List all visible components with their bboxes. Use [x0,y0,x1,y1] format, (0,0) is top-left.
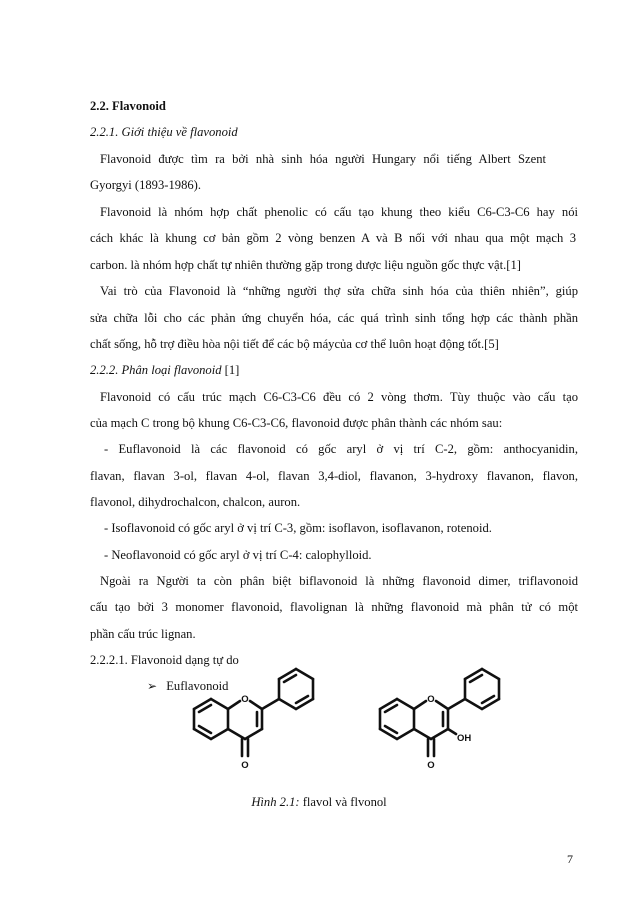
bond [414,729,431,739]
carbonyl-oxygen-label: O [427,760,435,771]
section-heading: 2.2. Flavonoid [90,99,166,113]
bullet-line: - Neoflavonoid có gốc aryl ở vị trí C-4: calophylloid. [104,548,372,562]
flavone-structure [180,664,330,780]
bond [465,699,482,709]
ring-oxygen-label: O [241,694,249,705]
carbonyl-oxygen-label: O [241,760,249,771]
ring-oxygen-label: O [427,694,435,705]
bond [211,699,228,709]
paragraph-line: Ngoài ra Người ta còn phân biệt biflavonoid là những flavonoid dimer, triflavonoid [100,574,578,588]
paragraph-line: Flavonoid được tìm ra bởi nhà sinh hóa người Hungary nổi tiếng Albert Szent [100,152,546,166]
bond [397,729,414,739]
bullet-line: flavan, flavan 3-ol, flavan 4-ol, flavan 3,4-diol, flavanon, 3-hydroxy flavanon, flavon, [90,469,578,483]
bond [414,701,426,709]
bond [397,699,414,709]
paragraph-line: Gyorgyi (1893-1986). [90,178,202,192]
paragraph-line: sửa chữa lỗi cho các phản ứng chuyển hóa, các quá trình sinh tổng hợp các thành phần [90,311,578,325]
bond [448,699,465,709]
bullet-line: - Euflavonoid là các flavonoid có gốc aryl ở vị trí C-2, gồm: anthocyanidin, [104,442,578,456]
bond [250,701,262,709]
subsection-heading-text: 2.2.2. Phân loại flavonoid [90,363,222,377]
figure-caption-text: flavol và flvonol [299,795,387,809]
figure-caption [0,795,638,810]
paragraph-line: Vai trò của Flavonoid là “những người thợ sửa chữa sinh hóa của thiên nhiên”, giúp [100,284,578,298]
arrow-list-label: Euflavonoid [166,679,229,693]
flavonol-structure [366,664,516,780]
bond [296,669,313,679]
subsection-heading-classification [90,362,239,378]
bond [448,729,456,734]
subsection-heading-ref: [1] [221,363,240,377]
bond [228,701,240,709]
subsection-heading-intro: 2.2.1. Giới thiệu về flavonoid [90,125,238,139]
bond [482,669,499,679]
paragraph-line: cấu tạo bởi 3 monomer flavonoid, flavolignan là những flavonoid mà phân tử có một [90,600,578,614]
paragraph-line: cách khác là khung cơ bản gồm 2 vòng benzen A và B nối với nhau qua một mạch 3 [90,231,576,245]
figure-caption-label: Hình 2.1: [251,795,300,809]
bond [279,699,296,709]
bond [228,729,245,739]
subsubsection-heading: 2.2.2.1. Flavonoid dạng tự do [90,653,239,667]
bond [211,729,228,739]
bond [262,699,279,709]
arrow-bullet-icon: ➢ [147,679,158,693]
paragraph-line: của mạch C trong bộ khung C6-C3-C6, flavonoid được phân thành các nhóm sau: [90,416,503,430]
bond [431,729,448,739]
hydroxyl-label: OH [457,733,472,744]
bond [436,701,448,709]
paragraph-line: Flavonoid có cấu trúc mạch C6-C3-C6 đều có 2 vòng thơm. Tùy thuộc vào cấu tạo [100,390,578,404]
bullet-line: - Isoflavonoid có gốc aryl ở vị trí C-3, gồm: isoflavon, isoflavanon, rotenoid. [104,521,492,535]
bond [245,729,262,739]
paragraph-line: carbon. là nhóm hợp chất tự nhiên thường gặp trong dược liệu nguồn gốc thực vật.[1] [90,258,521,272]
paragraph-line: chất sống, hỗ trợ điều hòa nội tiết để các bộ máycủa cơ thể luôn hoạt động tốt.[5] [90,337,499,351]
bullet-line: flavonol, dihydrochalcon, chalcon, auron. [90,495,301,509]
paragraph-line: Flavonoid là nhóm hợp chất phenolic có cấu tạo khung theo kiểu C6-C3-C6 hay nói [100,205,578,219]
page-number: 7 [567,852,573,866]
paragraph-line: phần cấu trúc lignan. [90,627,196,641]
